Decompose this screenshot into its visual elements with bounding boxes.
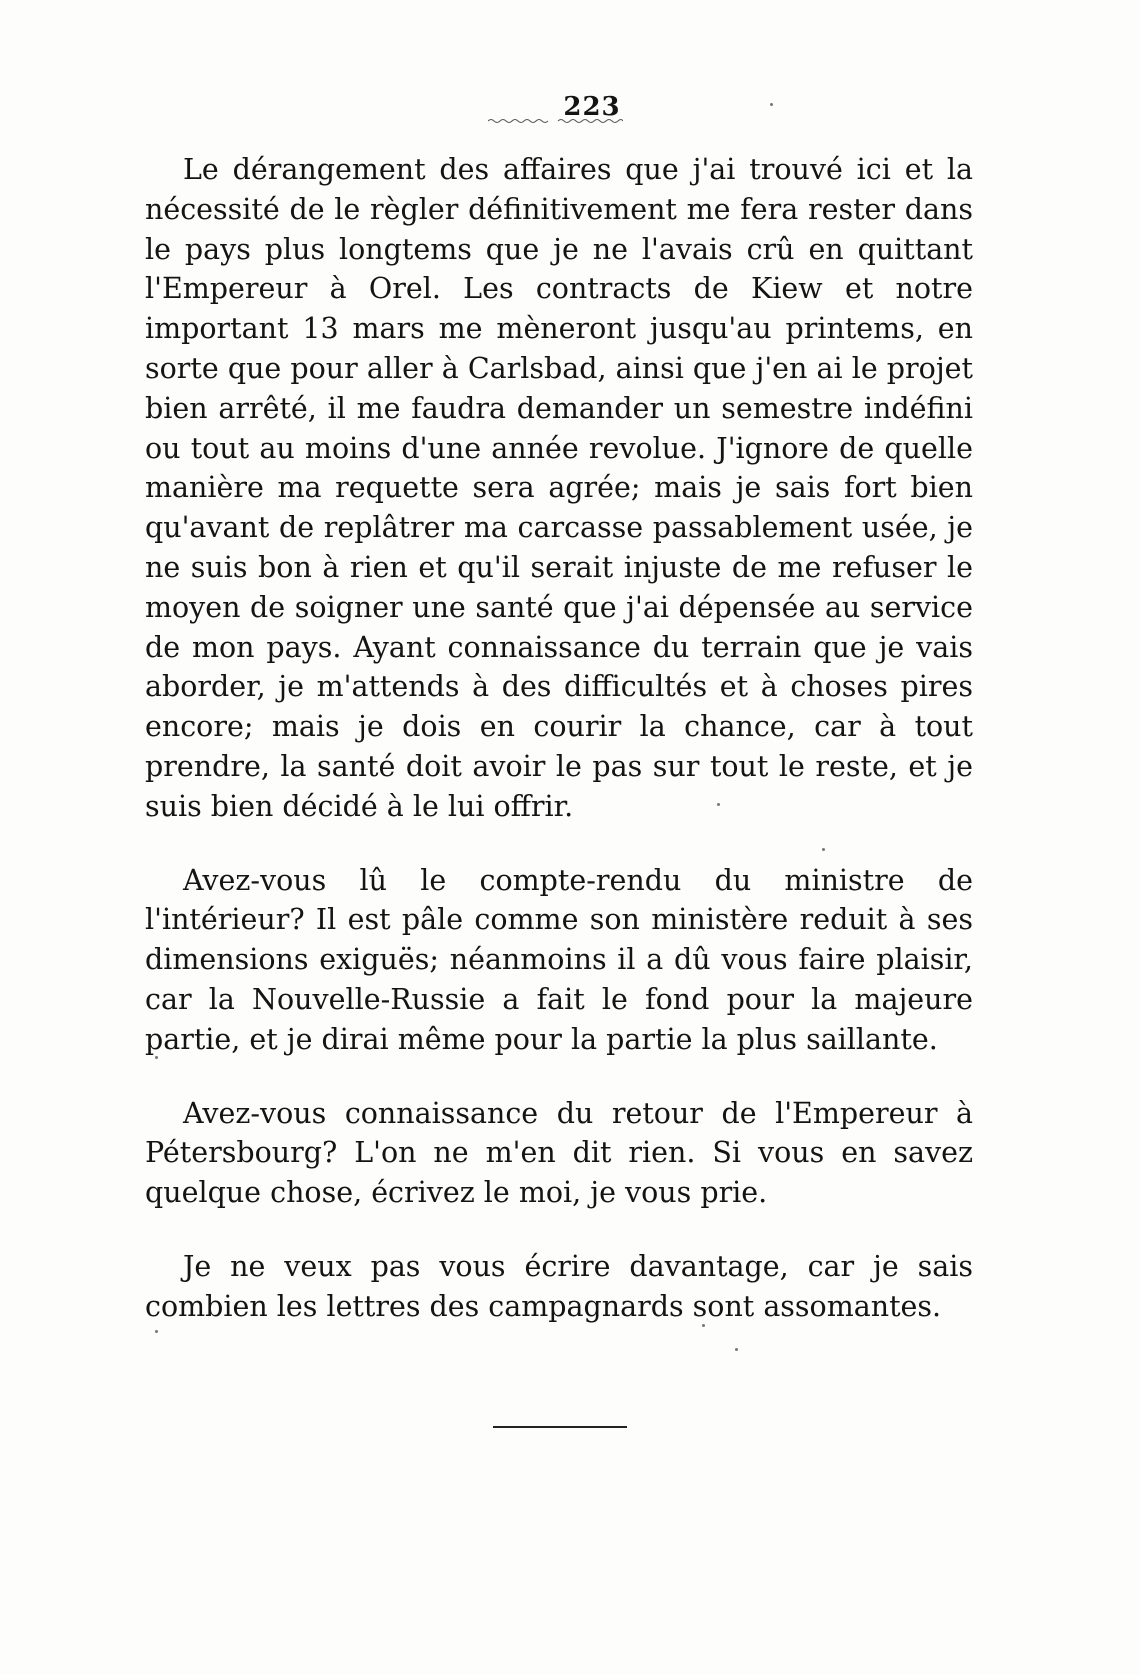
end-rule: [493, 1426, 627, 1428]
paragraph-interior-report: Avez-vous lû le compte-rendu du ministre de l'intérieur? Il est pâle comme son ministère reduit à ses dimensions exiguës; néanmoins il a dû vous faire plaisir, car la Nouvelle-Russie a fait le fond pour la majeure partie, et je dirai même pour la partie la plus saillante.: [145, 863, 973, 1056]
paragraph-emperor-return: Avez-vous connaissance du retour de l'Empereur à Pétersbourg? L'on ne m'en dit rien. Si vous en savez quelque chose, écrivez le moi, je vous prie.: [145, 1096, 973, 1210]
page-number-ornament: [488, 118, 623, 124]
print-speck: [702, 1324, 705, 1327]
print-speck: [770, 103, 773, 106]
print-speck: [717, 803, 720, 806]
print-speck: [155, 1056, 158, 1059]
page-number: 223: [563, 92, 621, 122]
paragraph-closing: Je ne veux pas vous écrire davantage, car je sais combien les lettres des campagnards sont assomantes.: [145, 1249, 973, 1323]
letter-body: [145, 150, 973, 1327]
print-speck: [155, 1330, 158, 1333]
paragraph-health-leave: Le dérangement des affaires que j'ai trouvé ici et la nécessité de le règler définitivement me fera rester dans le pays plus longtems que je ne l'avais crû en quittant l'Empereur à Orel. Les contracts de Kiew et notre important 13 mars me mèneront jusqu'au printems, en sorte que pour aller à Carlsbad, ainsi que j'en ai le projet bien arrêté, il me faudra demander un semestre indéfini ou tout au moins d'une année revolue. J'ignore de quelle manière ma requette sera agrée; mais je sais fort bien qu'avant de replâtrer ma carcasse passablement usée, je ne suis bon à rien et qu'il serait injuste de me refuser le moyen de soigner une santé que j'ai dépensée au service de mon pays. Ayant connaissance du terrain que je vais aborder, je m'attends à des difficultés et à choses pires encore; mais je dois en courir la chance, car à tout prendre, la santé doit avoir le pas sur tout le reste, et je suis bien décidé à le lui offrir.: [145, 153, 973, 823]
print-speck: [735, 1348, 738, 1351]
print-speck: [822, 848, 825, 851]
